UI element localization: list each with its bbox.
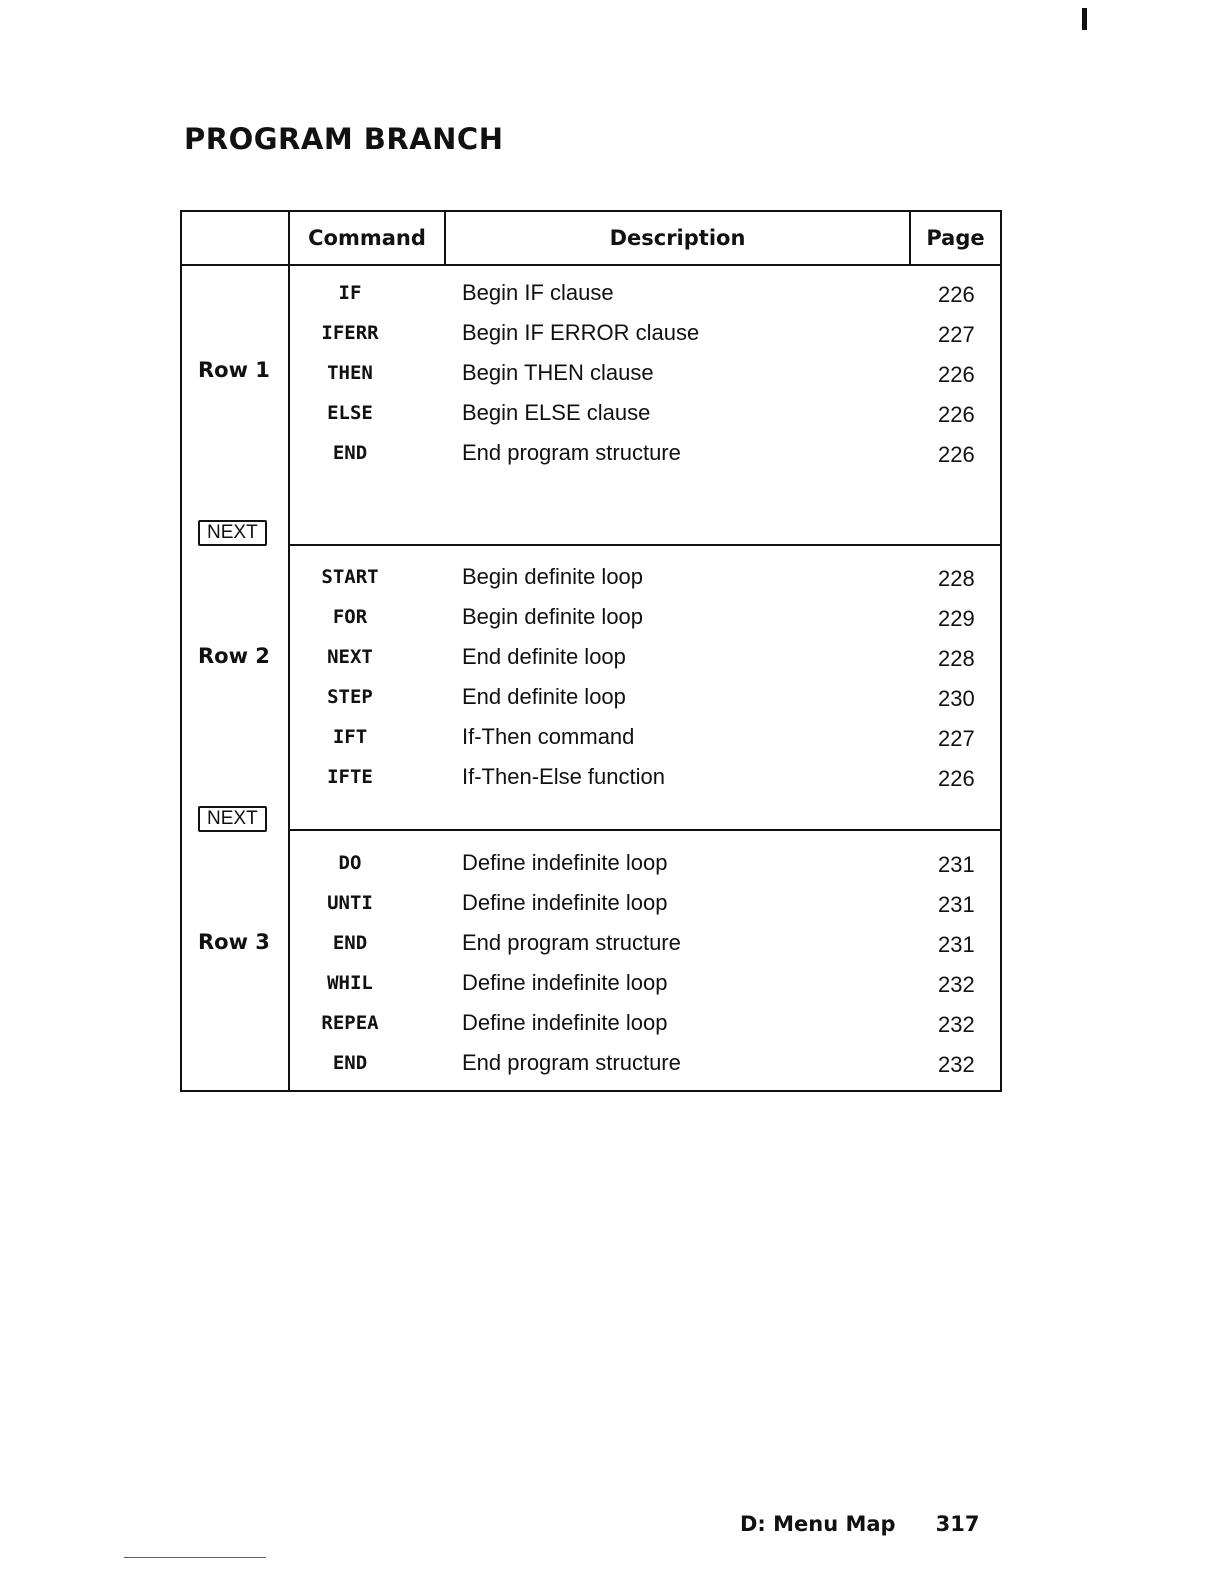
header-command: Command xyxy=(290,212,446,264)
table-row xyxy=(290,558,1000,598)
bottom-rule xyxy=(124,1557,266,1558)
command-name: STEP xyxy=(327,686,373,708)
command-page: 226 xyxy=(938,282,975,307)
command-name: REPEA xyxy=(321,1012,379,1034)
command-page: 226 xyxy=(938,442,975,467)
command-description: Begin THEN clause xyxy=(462,360,654,385)
command-description: Begin ELSE clause xyxy=(462,400,651,425)
command-name: THEN xyxy=(327,362,373,384)
next-key: NEXT xyxy=(198,520,267,546)
command-description: End definite loop xyxy=(462,644,626,669)
command-description: Begin definite loop xyxy=(462,604,644,629)
section-divider xyxy=(288,544,1000,546)
header-description: Description xyxy=(446,212,911,264)
table-row xyxy=(290,598,1000,638)
command-name: FOR xyxy=(332,606,368,628)
command-name: UNTI xyxy=(327,892,373,914)
command-page: 232 xyxy=(938,972,975,997)
footer-page-number: 317 xyxy=(935,1512,980,1536)
command-page: 226 xyxy=(938,362,975,387)
header-blank-cell xyxy=(182,212,290,264)
command-name: IFTE xyxy=(327,766,373,788)
command-description: End program structure xyxy=(462,930,681,955)
corner-mark xyxy=(1082,8,1087,30)
command-description: If-Then-Else function xyxy=(462,764,665,789)
command-page: 228 xyxy=(938,566,975,591)
row-label-2: Row 2 xyxy=(198,644,270,668)
command-page: 228 xyxy=(938,646,975,671)
command-name: IFERR xyxy=(321,322,379,344)
table-row xyxy=(290,274,1000,314)
table-row xyxy=(290,394,1000,434)
footer-section-title: D: Menu Map xyxy=(740,1512,896,1536)
command-name: ELSE xyxy=(327,402,373,424)
command-description: Define indefinite loop xyxy=(462,890,668,915)
table-row xyxy=(290,844,1000,884)
table-row xyxy=(290,1044,1000,1084)
command-name: DO xyxy=(338,852,362,874)
command-page: 226 xyxy=(938,766,975,791)
command-description: Define indefinite loop xyxy=(462,970,668,995)
row-label-1: Row 1 xyxy=(198,358,270,382)
table-row xyxy=(290,678,1000,718)
command-name: START xyxy=(321,566,379,588)
table-row xyxy=(290,924,1000,964)
table-row xyxy=(290,1004,1000,1044)
row-label-3: Row 3 xyxy=(198,930,270,954)
table-row xyxy=(290,354,1000,394)
command-page: 227 xyxy=(938,322,975,347)
command-description: Begin IF clause xyxy=(462,280,614,305)
command-page: 226 xyxy=(938,402,975,427)
command-description: Begin definite loop xyxy=(462,564,644,589)
table-row xyxy=(290,884,1000,924)
command-page: 231 xyxy=(938,852,975,877)
command-name: END xyxy=(332,932,368,954)
command-description: Define indefinite loop xyxy=(462,1010,668,1035)
header-page: Page xyxy=(926,226,985,250)
command-name: WHIL xyxy=(327,972,373,994)
command-name: NEXT xyxy=(327,646,373,668)
next-key: NEXT xyxy=(198,806,267,832)
command-name: END xyxy=(332,1052,368,1074)
page-title: PROGRAM BRANCH xyxy=(184,122,504,156)
command-page: 229 xyxy=(938,606,975,631)
command-description: End definite loop xyxy=(462,684,626,709)
command-description: End program structure xyxy=(462,440,681,465)
command-name: IF xyxy=(338,282,362,304)
command-page: 231 xyxy=(938,892,975,917)
command-page: 230 xyxy=(938,686,975,711)
table-row xyxy=(290,758,1000,798)
table-row xyxy=(290,718,1000,758)
table-row xyxy=(290,964,1000,1004)
table-row xyxy=(290,434,1000,474)
command-description: End program structure xyxy=(462,1050,681,1075)
command-description: If-Then command xyxy=(462,724,635,749)
command-description: Begin IF ERROR clause xyxy=(462,320,700,345)
command-name: END xyxy=(332,442,368,464)
command-page: 231 xyxy=(938,932,975,957)
command-page: 232 xyxy=(938,1012,975,1037)
section-divider xyxy=(288,829,1000,831)
page-footer xyxy=(740,1512,979,1536)
command-page: 227 xyxy=(938,726,975,751)
menu-table xyxy=(180,210,1002,1092)
command-page: 232 xyxy=(938,1052,975,1077)
header-rule xyxy=(182,264,1000,266)
table-row xyxy=(290,638,1000,678)
table-row xyxy=(290,314,1000,354)
command-name: IFT xyxy=(332,726,368,748)
command-description: Define indefinite loop xyxy=(462,850,668,875)
